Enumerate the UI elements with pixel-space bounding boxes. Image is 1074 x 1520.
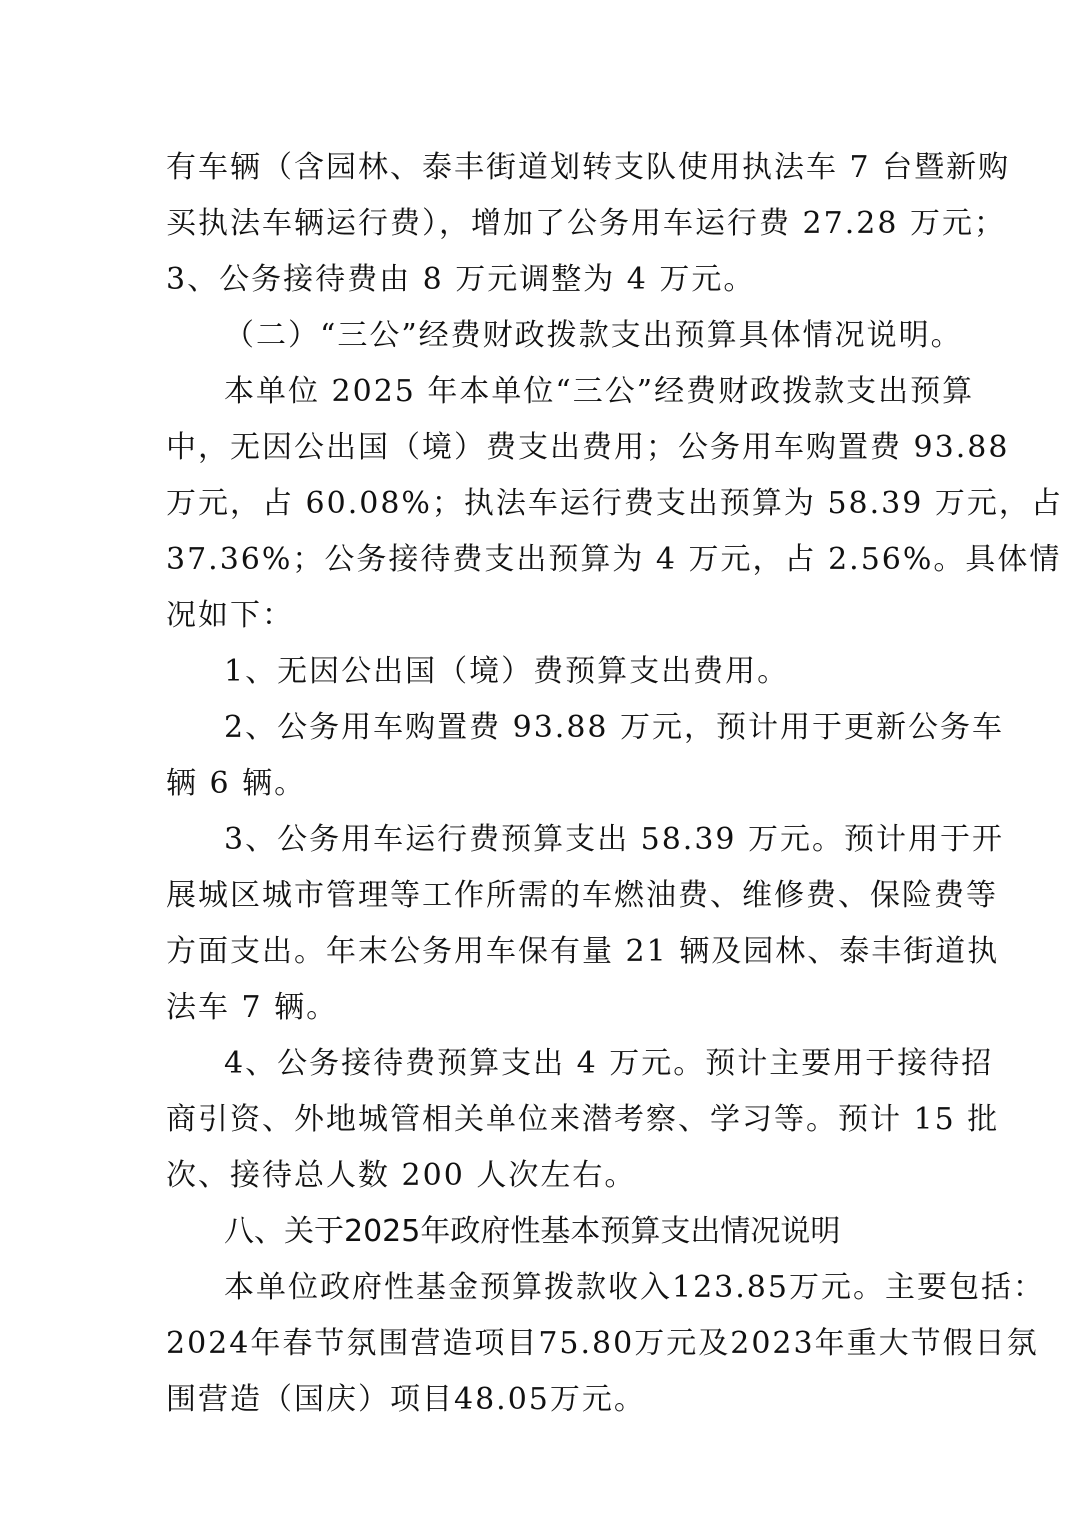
text-line: 有车辆（含园林、泰丰街道划转支队使用执法车 7 台暨新购 [166,150,1011,185]
text-line: 本单位政府性基金预算拨款收入123.85万元。主要包括： [224,1270,1045,1305]
document-body [166,140,1063,1428]
text-line: 方面支出。年末公务用车保有量 21 辆及园林、泰丰街道执 [166,934,1000,969]
text-line: 买执法车辆运行费），增加了公务用车运行费 27.28 万元； [166,206,1006,241]
list-item: 1、无因公出国（境）费预算支出费用。 [224,654,790,689]
list-item: 2、公务用车购置费 93.88 万元，预计用于更新公务车 [224,710,1005,745]
text-line: 中，无因公出国（境）费支出费用；公务用车购置费 93.88 [166,430,1010,465]
text-line: 商引资、外地城管相关单位来潜考察、学习等。预计 15 批 [166,1102,1000,1137]
text-line: 3、公务接待费由 8 万元调整为 4 万元。 [166,262,756,297]
text-line: 万元，占 60.08%；执法车运行费支出预算为 58.39 万元，占 [166,486,1063,521]
subsection-heading: （二）“三公”经费财政拨款支出预算具体情况说明。 [224,318,963,353]
section-heading: 八、关于2025年政府性基本预算支出情况说明 [224,1214,841,1249]
list-item: 4、公务接待费预算支出 4 万元。预计主要用于接待招 [224,1046,994,1081]
text-line: 况如下： [166,598,294,633]
list-item: 3、公务用车运行费预算支出 58.39 万元。预计用于开 [224,822,1005,857]
text-line: 法车 7 辆。 [166,990,339,1025]
text-line: 围营造（国庆）项目48.05万元。 [166,1382,646,1417]
text-line: 次、接待总人数 200 人次左右。 [166,1158,637,1193]
text-line: 辆 6 辆。 [166,766,307,801]
text-line: 37.36%；公务接待费支出预算为 4 万元，占 2.56%。具体情 [166,542,1062,577]
text-line: 展城区城市管理等工作所需的车燃油费、维修费、保险费等 [166,878,998,913]
text-line: 本单位 2025 年本单位“三公”经费财政拨款支出预算 [224,374,975,409]
text-line: 2024年春节氛围营造项目75.80万元及2023年重大节假日氛 [166,1326,1039,1361]
